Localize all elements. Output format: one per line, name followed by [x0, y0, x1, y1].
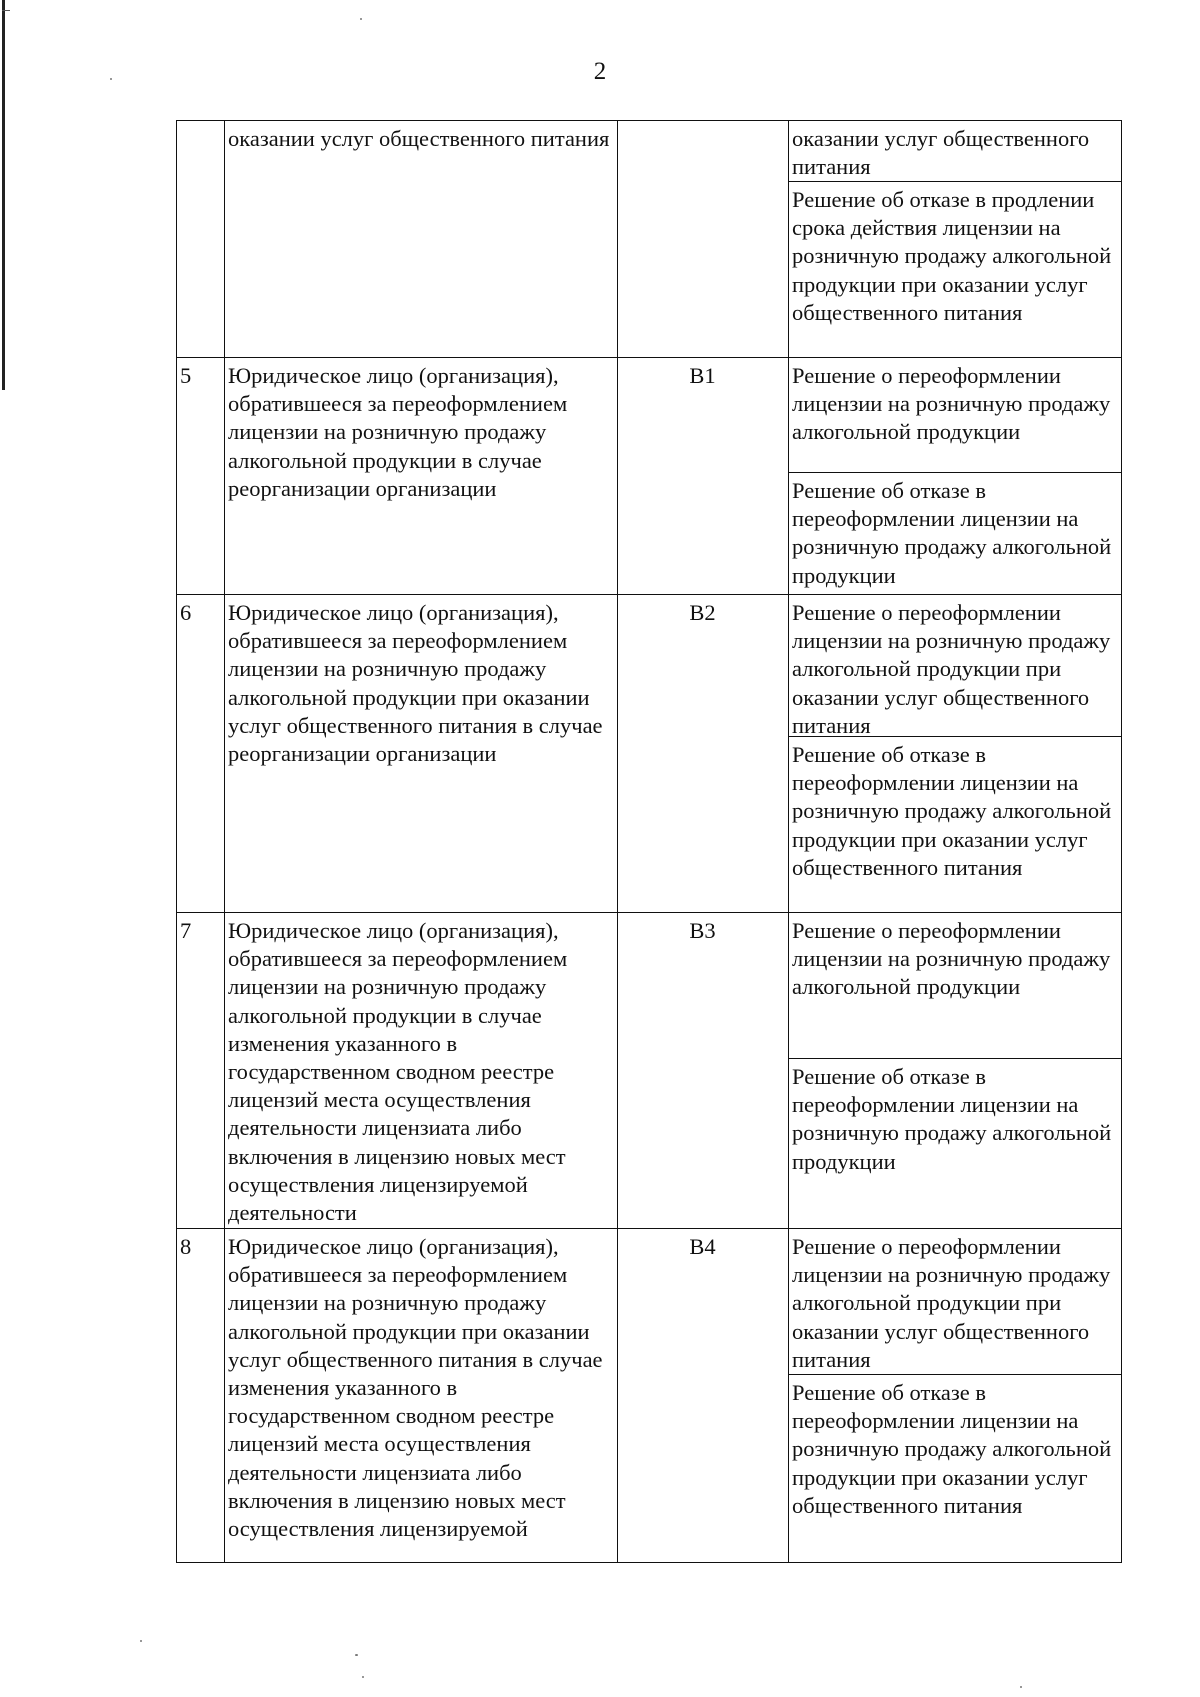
applicant-cell: Юридическое лицо (организация), обратившееся за переоформлением лицензии на розничную продажу алкогольной продукции в случае реорганизации организации: [225, 358, 618, 595]
code-cell: В4: [618, 1229, 789, 1563]
table-row: [177, 595, 1122, 913]
decision-item: Решение о переоформлении лицензии на розничную продажу алкогольной продукции при оказании услуг общественного питания: [792, 1234, 1111, 1372]
row-number: 8: [177, 1229, 225, 1563]
decision-item: Решение об отказе в переоформлении лицензии на розничную продажу алкогольной продукции: [789, 1058, 1121, 1176]
scan-speck: [140, 1640, 142, 1642]
decision-item: оказании услуг общественного питания: [792, 126, 1090, 180]
table-row: [177, 1229, 1122, 1563]
decisions-cell: [789, 913, 1122, 1229]
table-row: [177, 913, 1122, 1229]
decision-item: Решение о переоформлении лицензии на розничную продажу алкогольной продукции: [792, 363, 1111, 445]
applicant-cell: Юридическое лицо (организация), обратившееся за переоформлением лицензии на розничную продажу алкогольной продукции при оказании услуг общественного питания в случае изменения указанного в государственном сводном реестре лицензий места осуществления деятельности лицензиата либо включения в лицензию новых мест осуществления лицензируемой: [225, 1229, 618, 1563]
code-cell: В2: [618, 595, 789, 913]
decision-item: Решение о переоформлении лицензии на розничную продажу алкогольной продукции при оказании услуг общественного питания: [792, 600, 1111, 738]
code-cell: [618, 121, 789, 358]
scan-speck: [362, 1676, 364, 1678]
row-number: [177, 121, 225, 358]
decisions-cell: [789, 595, 1122, 913]
code-cell: В1: [618, 358, 789, 595]
applicant-cell: оказании услуг общественного питания: [225, 121, 618, 358]
decision-item: Решение об отказе в переоформлении лицензии на розничную продажу алкогольной продукции: [789, 472, 1121, 590]
decision-item: Решение об отказе в продлении срока действия лицензии на розничную продажу алкогольной продукции при оказании услуг общественного питания: [789, 181, 1121, 327]
applicant-cell: Юридическое лицо (организация), обратившееся за переоформлением лицензии на розничную продажу алкогольной продукции при оказании услуг общественного питания в случае реорганизации организации: [225, 595, 618, 913]
decisions-cell: [789, 121, 1122, 358]
page-number: 2: [593, 58, 607, 85]
scan-speck: [355, 1654, 358, 1656]
applicant-cell: Юридическое лицо (организация), обратившееся за переоформлением лицензии на розничную продажу алкогольной продукции в случае изменения указанного в государственном сводном реестре лицензий места осуществления деятельности лицензиата либо включения в лицензию новых мест осуществления лицензируемой деятельности: [225, 913, 618, 1229]
decision-item: Решение об отказе в переоформлении лицензии на розничную продажу алкогольной продукции при оказании услуг общественного питания: [789, 1374, 1121, 1520]
row-number: 5: [177, 358, 225, 595]
scan-margin-tick: [2, 10, 10, 11]
decision-item: Решение о переоформлении лицензии на розничную продажу алкогольной продукции: [792, 918, 1111, 1000]
decisions-cell: [789, 358, 1122, 595]
row-number: 7: [177, 913, 225, 1229]
scan-speck: [1020, 1686, 1022, 1688]
licensing-table: [176, 120, 1122, 1563]
table-row: [177, 358, 1122, 595]
decisions-cell: [789, 1229, 1122, 1563]
code-cell: В3: [618, 913, 789, 1229]
scan-speck: [360, 18, 362, 20]
scan-speck: [110, 78, 112, 80]
decision-item: Решение об отказе в переоформлении лицензии на розничную продажу алкогольной продукции при оказании услуг общественного питания: [789, 736, 1121, 882]
table-row: [177, 121, 1122, 358]
row-number: 6: [177, 595, 225, 913]
